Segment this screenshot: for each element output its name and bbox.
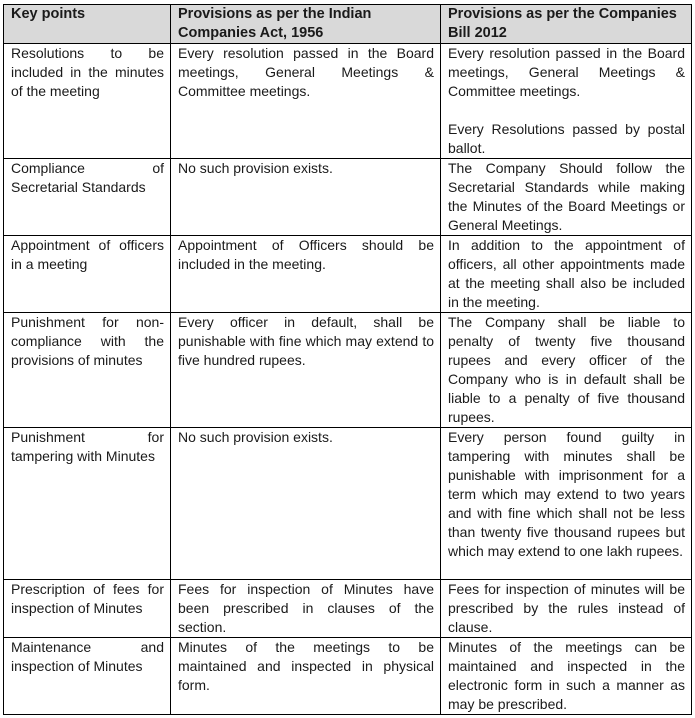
key-point-cell: Maintenance and inspection of Minutes [4, 638, 171, 715]
cell-paragraph: No such provision exists. [178, 160, 333, 176]
bill-2012-cell [441, 159, 692, 236]
cell-paragraph: Every resolution passed in the Board meetings, General Meetings & Committee meetings. [178, 45, 434, 99]
header-row [4, 5, 692, 44]
comparison-table [3, 4, 692, 715]
cell-paragraph: Every resolution passed in the Board meetings, General Meetings & Committee meetings. [448, 45, 685, 99]
bill-2012-cell [441, 638, 692, 715]
cell-paragraph: Every person found guilty in tampering with minutes shall be punishable with imprisonment for a term which may extend to two years and with fine which shall not be less than twenty five thousand rupees but which may extend to one lakh rupees. [448, 429, 685, 559]
act-1956-cell [171, 428, 441, 580]
bill-2012-cell [441, 236, 692, 313]
key-point-cell: Prescription of fees for inspection of Minutes [4, 580, 171, 638]
cell-paragraph: Every Resolutions passed by postal ballot. [448, 121, 685, 156]
key-point-cell: Resolutions to be included in the minutes of the meeting [4, 44, 171, 159]
bill-2012-cell [441, 428, 692, 580]
cell-paragraph: Fees for inspection of Minutes have been prescribed in clauses of the section. [178, 581, 434, 635]
key-point-cell: Compliance of Secretarial Standards [4, 159, 171, 236]
cell-paragraph: Appointment of Officers should be included in the meeting. [178, 237, 434, 272]
table-row [4, 580, 692, 638]
act-1956-cell [171, 638, 441, 715]
cell-paragraph: Every officer in default, shall be punishable with fine which may extend to five hundred rupees. [178, 314, 434, 368]
act-1956-cell [171, 236, 441, 313]
table-row [4, 236, 692, 313]
bill-2012-cell [441, 44, 692, 159]
cell-paragraph: The Company Should follow the Secretarial Standards while making the Minutes of the Board Meetings or General Meetings. [448, 160, 685, 233]
bill-2012-cell [441, 580, 692, 638]
table-row [4, 638, 692, 715]
cell-paragraph: Minutes of the meetings can be maintained and inspected in the electronic form in such a manner as may be prescribed. [448, 639, 685, 712]
header-act-1956: Provisions as per the Indian Companies Act, 1956 [171, 5, 441, 44]
table-row [4, 44, 692, 159]
header-bill-2012: Provisions as per the Companies Bill 2012 [441, 5, 692, 44]
cell-paragraph: No such provision exists. [178, 429, 333, 445]
act-1956-cell [171, 159, 441, 236]
key-point-cell: Punishment for non-compliance with the provisions of minutes [4, 313, 171, 428]
cell-paragraph: The Company shall be liable to penalty of twenty five thousand rupees and every officer of the Company who is in default shall be liable to a penalty of five thousand rupees. [448, 314, 685, 425]
act-1956-cell [171, 313, 441, 428]
act-1956-cell [171, 580, 441, 638]
table-row [4, 313, 692, 428]
cell-paragraph: Fees for inspection of minutes will be prescribed by the rules instead of clause. [448, 581, 685, 635]
header-key-points: Key points [4, 5, 171, 44]
table-row [4, 428, 692, 580]
bill-2012-cell [441, 313, 692, 428]
act-1956-cell [171, 44, 441, 159]
table-row [4, 159, 692, 236]
key-point-cell: Punishment for tampering with Minutes [4, 428, 171, 580]
key-point-cell: Appointment of officers in a meeting [4, 236, 171, 313]
cell-paragraph: Minutes of the meetings to be maintained and inspected in physical form. [178, 639, 434, 693]
cell-paragraph: In addition to the appointment of officers, all other appointments made at the meeting shall also be included in the meeting. [448, 237, 685, 310]
